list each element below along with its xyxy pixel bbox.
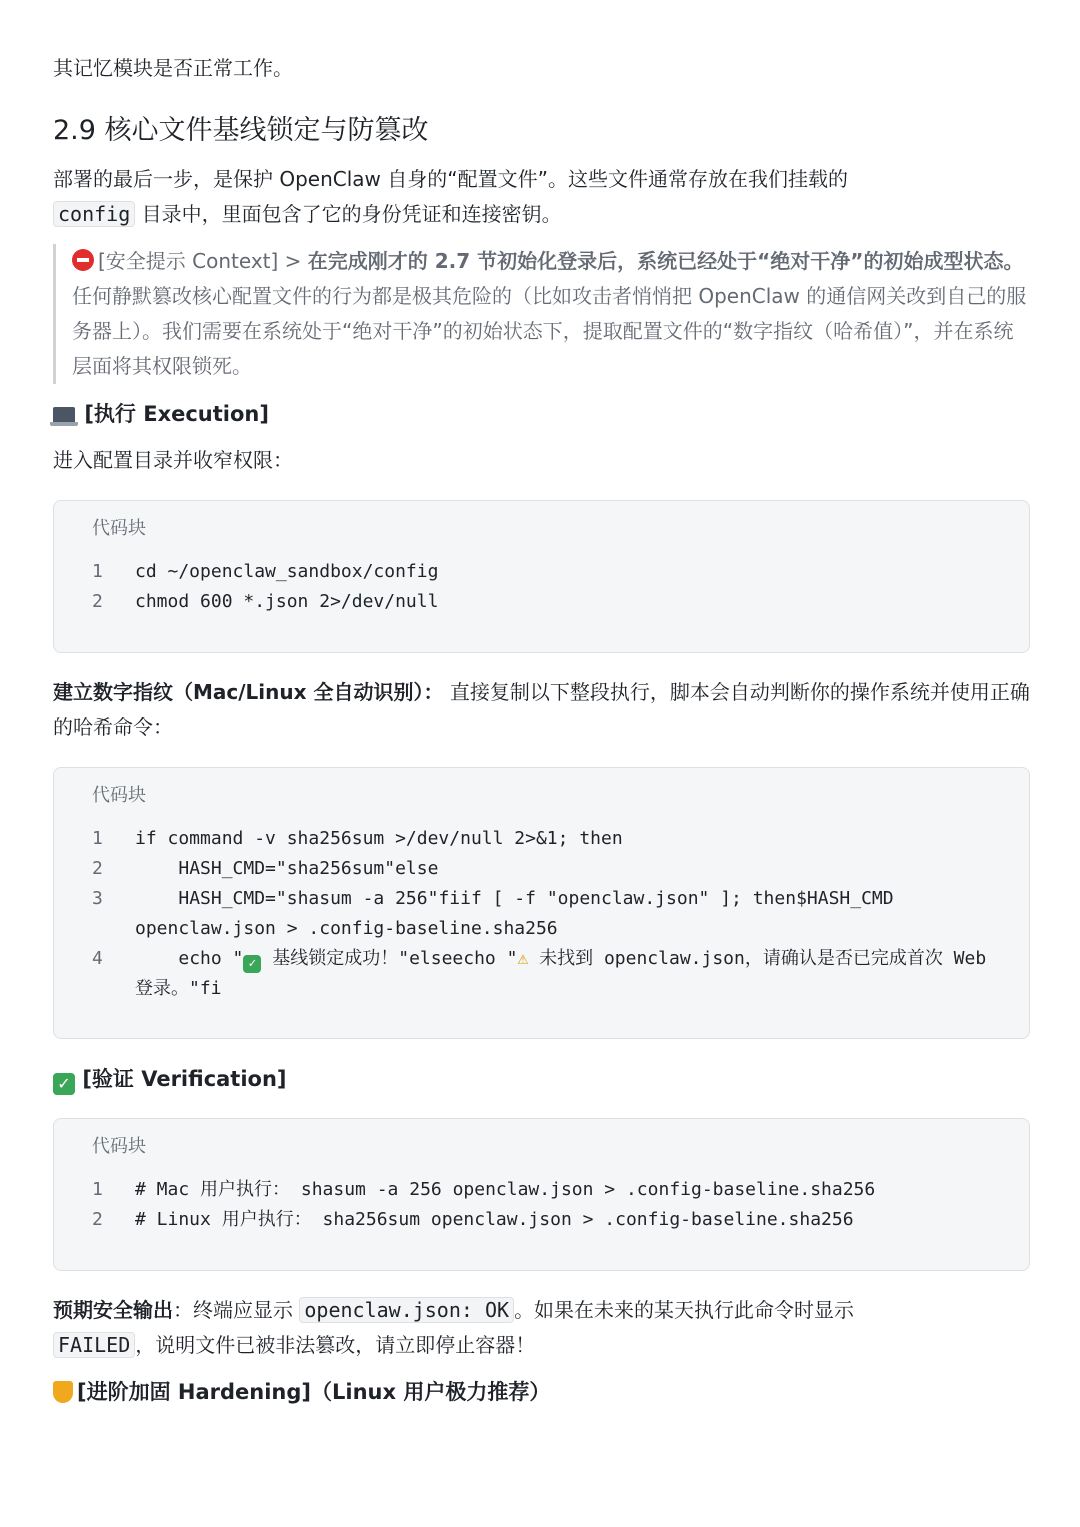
code-text: # Mac 用户执行： shasum -a 256 openclaw.json > .config-baseline.sha256 <box>135 1179 876 1200</box>
code-line <box>54 824 1029 854</box>
code-text: chmod 600 *.json 2>/dev/null <box>135 591 439 612</box>
paragraph-text: 直接复制以下整段执行，脚本会自动判断你的操作系统并使用正确的哈希命令： <box>53 680 1030 739</box>
code-text: HASH_CMD="sha256sum"else <box>135 858 439 879</box>
code-text: cd ~/openclaw_sandbox/config <box>135 561 439 582</box>
code-text: HASH_CMD="shasum -a 256"fiif [ -f "openclaw.json" ]; then$HASH_CMD openclaw.json > .config-baseline.sha256 <box>135 888 905 939</box>
shield-icon <box>53 1381 73 1403</box>
line-number: 2 <box>92 858 103 879</box>
paragraph-text: ，说明文件已被非法篡改，请立即停止容器！ <box>135 1333 536 1357</box>
laptop-icon <box>53 407 75 422</box>
inline-code-config: config <box>53 201 135 227</box>
paragraph-fingerprint <box>53 675 1030 745</box>
check-mark-icon: ✓ <box>243 955 261 973</box>
intro-text: 其记忆模块是否正常工作。 <box>53 56 293 80</box>
paragraph-text: 。如果在未来的某天执行此命令时显示 <box>514 1298 855 1322</box>
callout-body: 任何静默篡改核心配置文件的行为都是极其危险的（比如攻击者悄悄把 OpenClaw 的通信网关改到自己的服务器上）。我们需要在系统处于“绝对干净”的初始状态下，提取配置文件的“数字指纹（哈希值）”，并在系统层面将其权限锁死。 <box>72 284 1027 378</box>
execution-heading-text: [执行 Execution] <box>84 402 269 426</box>
paragraph-bold: 预期安全输出 <box>53 1298 173 1322</box>
code-text-part: 基线锁定成功！"elseecho " <box>261 948 518 969</box>
line-number: 2 <box>92 1209 103 1230</box>
paragraph-text: ：终端应显示 <box>173 1298 300 1322</box>
code-line <box>54 557 1029 587</box>
code-block-label: 代码块 <box>92 518 146 539</box>
code-line <box>54 854 1029 884</box>
code-block-verification[interactable] <box>53 1118 1030 1271</box>
paragraph-text: 目录中，里面包含了它的身份凭证和连接密钥。 <box>135 202 562 226</box>
line-number: 1 <box>92 1179 103 1200</box>
code-line <box>54 1205 1029 1235</box>
inline-code-ok: openclaw.json: OK <box>299 1297 514 1323</box>
warning-icon: ⚠ <box>517 948 529 969</box>
check-mark-icon: ✓ <box>53 1073 75 1095</box>
security-callout <box>53 244 1032 384</box>
paragraph-expected-output <box>53 1293 1030 1363</box>
code-text <box>135 944 1015 1004</box>
code-line <box>54 1175 1029 1205</box>
code-block-label: 代码块 <box>92 1136 146 1157</box>
hardening-heading-text: [进阶加固 Hardening]（Linux 用户极力推荐） <box>77 1380 551 1404</box>
verification-heading <box>53 1062 287 1097</box>
code-block-permissions[interactable] <box>53 500 1030 653</box>
callout-label: [安全提示 Context] > <box>98 249 302 273</box>
verification-heading-text: [验证 Verification] <box>82 1067 287 1091</box>
code-line <box>54 587 1029 617</box>
hardening-heading <box>53 1375 550 1410</box>
paragraph-config-intro <box>53 162 1030 232</box>
inline-code-failed: FAILED <box>53 1332 135 1358</box>
code-line <box>54 884 1029 944</box>
line-number: 2 <box>92 591 103 612</box>
execution-heading <box>53 397 269 432</box>
section-title: 2.9 核心文件基线锁定与防篡改 <box>53 115 429 146</box>
paragraph-text: 部署的最后一步，是保护 OpenClaw 自身的“配置文件”。这些文件通常存放在我们挂载的 <box>53 167 848 191</box>
stop-sign-icon <box>72 249 94 271</box>
code-line <box>54 944 1029 1004</box>
paragraph-bold: 建立数字指纹（Mac/Linux 全自动识别）： <box>53 680 444 704</box>
line-number: 1 <box>92 561 103 582</box>
code-block-label: 代码块 <box>92 785 146 806</box>
line-number: 4 <box>92 948 103 969</box>
line-number: 1 <box>92 828 103 849</box>
code-text: if command -v sha256sum >/dev/null 2>&1; then <box>135 828 623 849</box>
code-block-fingerprint[interactable] <box>53 767 1030 1039</box>
code-text-part: echo " <box>135 948 244 969</box>
line-number: 3 <box>92 888 103 909</box>
code-text-part: 未找到 openclaw.json，请确认是否已完成首次 Web 登录。"fi <box>135 948 998 999</box>
code-text: # Linux 用户执行： sha256sum openclaw.json > .config-baseline.sha256 <box>135 1209 854 1230</box>
callout-bold-text: 在完成刚才的 2.7 节初始化登录后，系统已经处于“绝对干净”的初始成型状态。 <box>307 249 1024 273</box>
paragraph-enter-dir: 进入配置目录并收窄权限： <box>53 448 293 472</box>
